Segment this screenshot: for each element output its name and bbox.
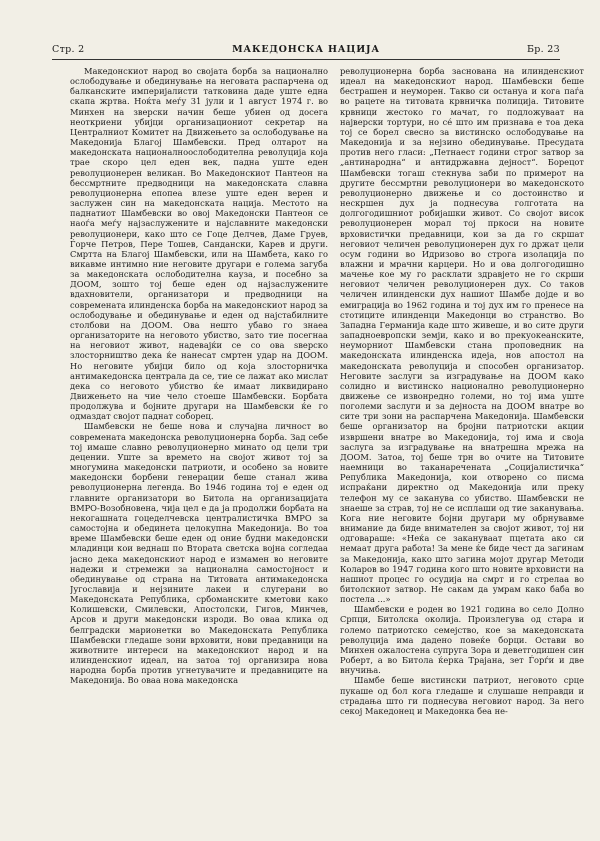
article-paragraph: Шамбевски не беше нова и случајна личност во современата македонска револуционерна борба. Зад себе тој имаше славно револуционерно минато од цели три децении. Уште за времето на својот живот тој за многумина македонски патриоти, и особено за новите македонски борбени генерации беше станал жива револуционерна легенда. Во 1946 година тој е еден од главните организатори во Битола на организацијата ВМРО-Возобновена, чија цел е да ја продолжи борбата на некогашната гоцеделчевска централистичка ВМРО за самостојна и обединета целокупна Македонија. Во тоа време Шамбевски беше еден од оние будни македонски младинци кои веднаш по Втората светска војна согледаа јасно дека македонскиот народ е измамен во неговите надежи и стремежи за национална самостојност и обединување од страна на Титовата антимакедонска Југославија и нејзините лакеи и слугерани во Македонската Република, србоманските кметови како Колишевски, Смилевски, Апостолски, Гигов, Минчев, Арсов и други македонски изроди. Во оваа клика од белградски марионетки во Македонската Република Шамбевски гледаше зони врховити, нови предавници на животните интереси на македонскиот народ и на илинденскиот идеал, на затоа тој организира нова народна борба против угнетувачите и предавниците на Македонија. Во оваа нова македонска — [70, 421, 328, 686]
article-paragraph: револуционерна борба заснована на илинденскиот идеал на македонскиот народ. Шамбевски беше бестрашен и неуморен. Таквo си остануа и кога паѓа во рацете на титовата крвничка полиција. Титовите крвници жестоко го мачат, го подложуваат на најверски тортури, но сé што им признава е тоа дека тој се борел свесно за вистинско ослободување на Македонија и за нејзино обединување. Пресудата против него гласи: „Петнаест години строг затвор за „антинародна“ и антидржавна дејност“. Борецот Шамбевски тогаш стекнува заби по примерот на другите бессмртни револуционери во македонското револуционерно движење и со достоинство и нескршен дух ја поднесува голготата на долгогодишниот робијашки живот. Со својот висок револуционерен морал тој пркоси на новите врховистички предавници, кои за да го скршат неговиот челичен револуционерен дух го држат цели осум години во Идризово во строга изолација по влажни и мрачни карцери. Но и ова долгогодишно мачење кое му го расклати здравјето не го скрши неговиот челичен револуционерен дух. Со таков челичен илинденски дух нашиот Шамбе дојде и во емиграција во 1962 година и тој дух им го пренесе на стотиците илинденци Македонци во странство. Во Западна Германија каде што живеше, и во сите други западноевропски земји, како и во прекуокеанските, неуморниот Шамбевски стана проповедник на македонската илинденска идеја, нов апостол на македонската револуција и способен организатор. Неговите заслуги за изградување на ДООМ како солидно и вистинско национално револуционерно движење се извонредно големи, но тој има уште поголеми заслуги и за дејноста на ДООМ внатре во сите три зони на распарчена Македонија. Шамбевски беше организатор на бројни патриотски акции извршени внатре во Македонија, тој има и своја заслуга за изградување на внатрешна мрежа на ДООМ. Затоа, тој беше трн во очите на Титовите наемници во таканаречената „Социјалистичка“ Република Македонија, кои отворено со писма испраќани директно од Македонија или преку телефон му се заканува со убиство. Шамбевски не знаеше за страв, тој не се исплаши од тие заканувања. Кога ние неговите бојни другари му обрнувавме внимание да биде внимателен за својот живот, тој ни одговараше: «Неќа се закануваат пцетата ако си немаат друга работа! За мене ќе биде чест да загинам за Македонија, како што загина мојот другар Методи Коларов во 1947 година кого што новите врховисти на нашиот процес го осудија на смрт и го стрелаа во битолскиот затвор. Не сакам да умрам како баба во постела ...» — [340, 66, 584, 605]
article-paragraph: Шамбевски е роден во 1921 година во село Долно Српци, Битолска околија. Произлегува од стара и големо патриотско семејство, кое за македонската револуција има дадено повеќе борци. Остави во Минхен ожалостена супруга Зора и деветгодишен син Роберт, а во Битола ќерка Трајана, зет Ѓорѓи и две внучиња. — [340, 604, 584, 676]
header-rule — [52, 59, 560, 60]
article-paragraph: Шамбе беше вистински патриот, неговото срце пукаше од бол кога гледаше и слушаше неправди и страдања што ги поднесува неговиот народ. За него секој Македонец и Македонка беа не- — [340, 675, 584, 716]
issue-number: Бр. 23 — [527, 44, 560, 55]
article-column-right — [340, 66, 584, 826]
publication-title: МАКЕДОНСКА НАЦИЈА — [232, 44, 380, 55]
article-column-left — [70, 66, 328, 826]
page-number: Стр. 2 — [52, 44, 85, 55]
page-header — [52, 44, 560, 58]
article-paragraph: Македонскиот народ во својата борба за национално ослободување и обединување на неговата распарчена од балканските империјалисти татковина даде уште една скапа жртва. Ноќта меѓу 31 јули и 1 август 1974 г. во Минхен на зверски начин беше убиен од досега неоткриени убијци организациониот секретар на Централниот Комитет на Движењето за ослободување на Македонија Благој Шамбевски. Пред олтарот на македонската националноослободителна револуција која трае скоро цел еден век, падна уште еден револуционерен великан. Во Македонскиот Пантеон на бессмртните предводници на македонската славна револуционерна епопеа влезе уште еден верен и заслужен син на македонската нација. Местото на паднатиот Шамбевски во овој Македонски Пантеон се наоѓа меѓу најзаслужените и најславните македонски револуционери, како што се Гоце Делчев, Даме Груев, Ѓорче Петров, Пере Тошев, Сандански, Карев и други. Смртта на Благој Шамбевски, или на Шамбета, како го викавме интимно ние неговите другари е голема загуба за македонската ослободителна кауза, и посебно за ДООМ, зошто тој беше еден од најзаслужените вдахновители, организатори и предводници на современата илинденска борба на македонскиот народ за ослободување и обединување и еден од најстабилните столбови на ДООМ. Ова нешто убаво го знаеа организаторите на неговото убиство, зато тие посегнаа на неговиот живот, надевајќи се со ова ѕверско злосторништво дека ќе нанесат смртен удар на ДООМ. Но неговите убијци било од која злосторничка антимакедонска централа да се, тие се лажат ако мислат дека со неговото убиство ќе имаат ликвидирано Движењето на чие чело стоеше Шамбевски. Борбата продолжува и бојните другари на Шамбевски ќе го одмаздат својот паднат соборец. — [70, 66, 328, 422]
